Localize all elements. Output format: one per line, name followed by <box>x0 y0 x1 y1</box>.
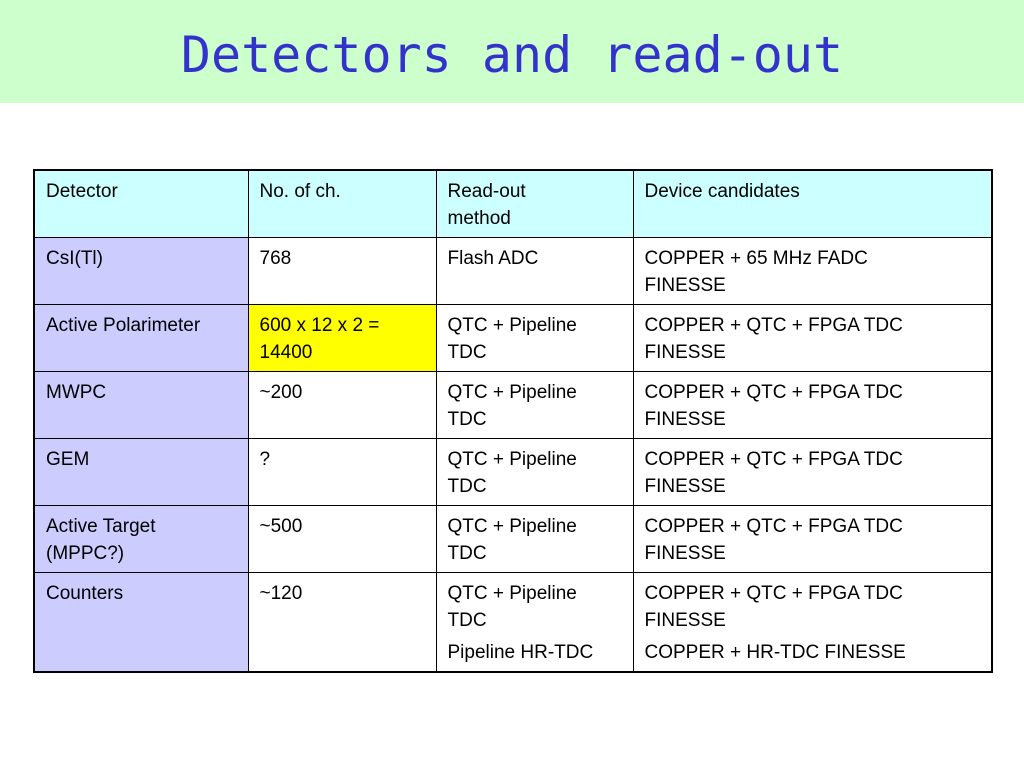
detector-cell <box>34 238 248 305</box>
readout-method: QTC + Pipeline TDC <box>447 315 577 363</box>
detector-cell <box>34 439 248 506</box>
table-row <box>34 305 992 372</box>
readout-method: Pipeline HR-TDC <box>447 642 594 663</box>
channels-cell <box>248 305 436 372</box>
table-row <box>34 573 992 673</box>
readout-method: QTC + Pipeline TDC <box>447 449 577 497</box>
header-channels-label: No. of ch. <box>259 181 341 202</box>
detector-name: Active Polarimeter <box>46 315 201 336</box>
readout-method-cell <box>436 372 633 439</box>
device-candidate: COPPER + QTC + FPGA TDC FINESSE <box>644 583 903 631</box>
device-candidate: COPPER + QTC + FPGA TDC FINESSE <box>644 315 903 363</box>
channels-cell <box>248 238 436 305</box>
device-candidates-cell <box>633 439 992 506</box>
detector-cell <box>34 506 248 573</box>
detector-cell <box>34 573 248 673</box>
channel-count: ~500 <box>259 516 303 537</box>
table-row <box>34 238 992 305</box>
table-row <box>34 372 992 439</box>
channel-count: ? <box>259 449 271 470</box>
channel-count: ~200 <box>259 382 303 403</box>
device-candidates-cell <box>633 372 992 439</box>
channel-count: 600 x 12 x 2 = 14400 <box>259 315 380 363</box>
detector-name: MWPC <box>46 382 107 403</box>
header-cell-channels <box>248 170 436 238</box>
slide-title: Detectors and read-out <box>180 26 844 84</box>
readout-method: QTC + Pipeline TDC <box>447 516 577 564</box>
channel-count: 768 <box>259 248 292 269</box>
channels-cell <box>248 372 436 439</box>
readout-method: QTC + Pipeline TDC <box>447 583 577 631</box>
device-candidates-cell <box>633 238 992 305</box>
header-cell-devices <box>633 170 992 238</box>
channels-cell <box>248 439 436 506</box>
device-candidates-cell <box>633 305 992 372</box>
readout-method-cell <box>436 439 633 506</box>
table-header-row <box>34 170 992 238</box>
readout-method-cell <box>436 573 633 673</box>
readout-method: Flash ADC <box>447 248 539 269</box>
detector-name: GEM <box>46 449 90 470</box>
detector-readout-table <box>33 169 993 673</box>
device-candidates-cell <box>633 506 992 573</box>
channel-count: ~120 <box>259 583 303 604</box>
table-row <box>34 506 992 573</box>
header-cell-readout <box>436 170 633 238</box>
table-row <box>34 439 992 506</box>
device-candidate: COPPER + HR-TDC FINESSE <box>644 642 906 663</box>
table-body <box>34 170 992 672</box>
device-candidate: COPPER + QTC + FPGA TDC FINESSE <box>644 382 903 430</box>
device-candidate: COPPER + 65 MHz FADC FINESSE <box>644 248 868 296</box>
detector-cell <box>34 372 248 439</box>
detector-cell <box>34 305 248 372</box>
device-candidate: COPPER + QTC + FPGA TDC FINESSE <box>644 516 903 564</box>
device-candidates-cell <box>633 573 992 673</box>
detector-name: CsI(Tl) <box>46 248 103 269</box>
header-cell-detector <box>34 170 248 238</box>
readout-method-cell <box>436 238 633 305</box>
channels-cell <box>248 573 436 673</box>
device-candidate: COPPER + QTC + FPGA TDC FINESSE <box>644 449 903 497</box>
detector-name: Active Target (MPPC?) <box>46 516 156 564</box>
header-devices-label: Device candidates <box>644 181 800 202</box>
detector-name: Counters <box>46 583 124 604</box>
readout-method-cell <box>436 305 633 372</box>
readout-method-cell <box>436 506 633 573</box>
channels-cell <box>248 506 436 573</box>
header-detector-label: Detector <box>46 181 118 202</box>
header-readout-label: Read-out method <box>447 181 526 229</box>
readout-method: QTC + Pipeline TDC <box>447 382 577 430</box>
